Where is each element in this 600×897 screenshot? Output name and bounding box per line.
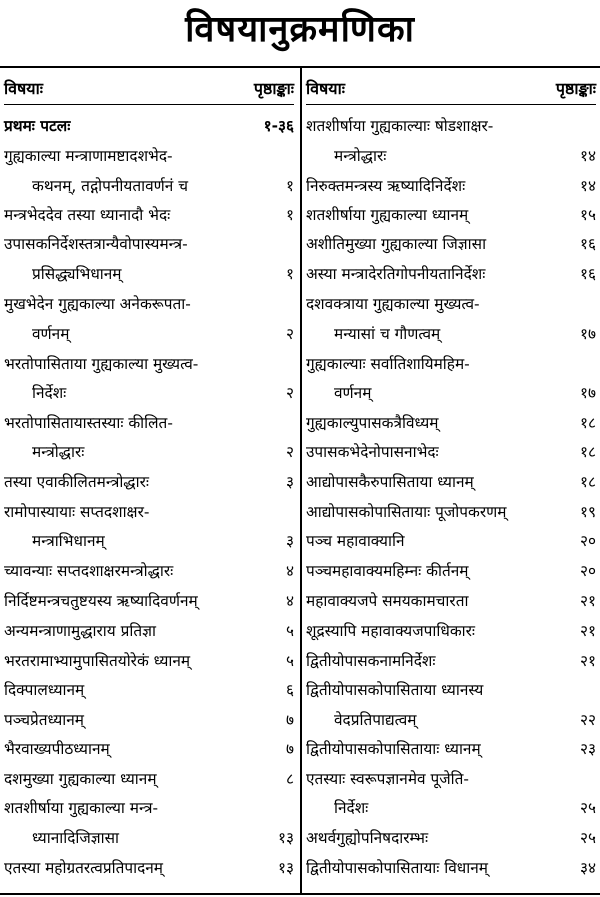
toc-entry <box>4 492 294 522</box>
toc-entry <box>306 818 596 848</box>
toc-entry-title: द्वितीयोपासकनामनिर्देशः <box>306 652 436 670</box>
toc-entry-page: ५ <box>285 622 294 640</box>
toc-entry-title: आद्योपासकोपासितायाः पूजोपकरणम् <box>306 503 507 521</box>
toc-entry <box>4 374 294 403</box>
toc-entry-title: भरतरामाभ्यामुपासितयोरेकं ध्यानम् <box>4 652 191 670</box>
toc-entry-title: वर्णनम् <box>334 384 372 402</box>
toc-entry <box>4 641 294 671</box>
toc-entry-page: ७ <box>285 740 294 758</box>
toc-entry <box>4 166 294 196</box>
toc-entry <box>306 551 596 581</box>
toc-entry <box>306 433 596 462</box>
toc-entry-page: १४ <box>579 177 596 195</box>
toc-entry <box>306 581 596 611</box>
toc-entry-title: द्वितीयोपासकोपासितायाः ध्यानम् <box>306 740 481 758</box>
toc-entry-title: उपासकनिर्देशस्तत्रान्यैवोपास्यमन्त्र- <box>4 235 188 253</box>
toc-entry <box>4 818 294 848</box>
column-header <box>306 72 596 105</box>
toc-entry <box>306 611 596 641</box>
toc-entry-page: १ <box>285 265 294 283</box>
page-header: पृष्ठाङ्काः <box>253 79 294 98</box>
toc-entry <box>306 374 596 403</box>
page-title: विषयानुक्रमणिका <box>185 8 415 50</box>
toc-entry-title: महावाक्यजपे समयकामचारता <box>306 592 469 610</box>
toc-entry-page: ४ <box>285 562 294 580</box>
toc-entry <box>4 136 294 166</box>
toc-entry-page: २१ <box>579 592 596 610</box>
toc-entry <box>306 522 596 551</box>
toc-entry-page: १८ <box>579 443 596 461</box>
toc-entry-title: गुह्यकाल्या मन्त्राणामष्टादशभेद- <box>4 147 173 165</box>
toc-entry-title: निर्देशः <box>32 384 67 402</box>
toc-entry-page: १८ <box>579 414 596 432</box>
toc-entry <box>306 196 596 225</box>
toc-entry-page: २१ <box>579 652 596 670</box>
toc-entry-title: मन्त्रभेददेव तस्या ध्यानादौ भेदः <box>4 206 171 224</box>
toc-entry-title: अशीतिमुख्या गुह्यकाल्या जिज्ञासा <box>306 235 487 253</box>
page-header: पृष्ठाङ्काः <box>555 79 596 98</box>
toc-entry <box>306 671 596 700</box>
toc-entry-page: ३ <box>285 473 294 491</box>
toc-entry <box>4 551 294 581</box>
toc-entry-page: ५ <box>285 652 294 670</box>
toc-column-left <box>4 72 294 878</box>
toc-entry-page: २५ <box>579 829 596 847</box>
toc-entry-page: २५ <box>579 799 596 817</box>
toc-entry-title: शतशीर्षाया गुह्यकाल्या ध्यानम् <box>306 206 469 224</box>
toc-entry-page: १ <box>285 177 294 195</box>
toc-entry-title: वर्णनम् <box>32 325 70 343</box>
toc-entry-page: ४ <box>285 592 294 610</box>
toc-entry <box>306 254 596 284</box>
toc-entry <box>4 759 294 789</box>
bottom-rule <box>0 893 600 895</box>
toc-entry-page: १-३६ <box>263 117 294 135</box>
toc-entry-page: २ <box>285 325 294 343</box>
toc-entry <box>4 522 294 551</box>
subject-header: विषयाः <box>4 79 43 98</box>
toc-entry <box>4 462 294 492</box>
toc-entry-page: २१ <box>579 622 596 640</box>
toc-entry-page: ८ <box>285 770 294 788</box>
toc-entry-page: १३ <box>277 859 294 877</box>
toc-entry-title: भरतोपासितायास्तस्याः कीलित- <box>4 414 173 432</box>
toc-entry-title: च्यावन्याः सप्तदशाक्षरमन्त्रोद्धारः <box>4 562 174 580</box>
toc-entry-page: ७ <box>285 711 294 729</box>
toc-entry-title: शतशीर्षाया गुह्यकाल्या मन्त्र- <box>4 799 159 817</box>
subject-header: विषयाः <box>306 79 345 98</box>
toc-entry-page: १४ <box>579 147 596 165</box>
toc-entry-page: १ <box>285 206 294 224</box>
toc-entry-page: १३ <box>277 829 294 847</box>
toc-entry <box>4 403 294 433</box>
toc-entry-page: १९ <box>579 503 596 521</box>
toc-entry <box>306 730 596 759</box>
toc-entry-title: गुह्यकाल्युपासकत्रैविध्यम् <box>306 414 439 432</box>
toc-entry-title: मन्यासां च गौणत्वम् <box>334 325 441 343</box>
toc-entry <box>306 848 596 878</box>
toc-entry <box>306 166 596 196</box>
toc-entry-title: एतस्याः स्वरूपज्ञानमेव पूजेति- <box>306 770 469 788</box>
toc-entry-page: १७ <box>579 325 596 343</box>
toc-entry <box>306 225 596 254</box>
toc-entry-page: १६ <box>579 265 596 283</box>
toc-entry-title: तस्या एवाकीलितमन्त्रोद्धारः <box>4 473 149 491</box>
toc-entry-title: उपासकभेदेनोपासनाभेदः <box>306 443 439 461</box>
toc-entry-title: भरतोपासिताया गुह्यकाल्या मुख्यत्व- <box>4 355 199 373</box>
toc-entry-title: आद्योपासकैरुपासिताया ध्यानम् <box>306 473 474 491</box>
toc-entry <box>4 344 294 374</box>
toc-entry-page: २ <box>285 384 294 402</box>
toc-entry-page: २० <box>579 562 596 580</box>
toc-entry-title: प्रथमः पटलः <box>4 117 71 135</box>
toc-entry-title: दशमुख्या गुह्यकाल्या ध्यानम् <box>4 770 157 788</box>
toc-entry-page: ३ <box>285 532 294 550</box>
toc-entry <box>306 284 596 314</box>
toc-entry-title: मन्त्रोद्धारः <box>334 147 387 165</box>
toc-entry <box>4 671 294 700</box>
toc-entry-page: १६ <box>579 235 596 253</box>
toc-entry-title: निर्दिष्टमन्त्रचतुष्टयस्य ऋष्यादिवर्णनम् <box>4 592 198 610</box>
toc-entry <box>306 641 596 671</box>
toc-list-right <box>306 105 596 878</box>
toc-entry-title: प्रसिद्ध्यभिधानम् <box>32 265 122 283</box>
toc-entry-title: पञ्चमहावाक्यमहिम्नः कीर्तनम् <box>306 562 469 580</box>
toc-entry <box>306 344 596 374</box>
toc-entry-title: निरुक्तमन्त्रस्य ऋष्यादिनिर्देशः <box>306 177 466 195</box>
column-divider <box>300 66 302 895</box>
toc-entry-title: पञ्चप्रेतध्यानम् <box>4 711 84 729</box>
toc-entry-title: एतस्या महोग्रतरत्वप्रतिपादनम् <box>4 859 163 877</box>
toc-entry-title: द्वितीयोपासकोपासिताया ध्यानस्य <box>306 681 484 699</box>
toc-entry <box>306 403 596 433</box>
toc-entry-title: वेदप्रतिपाद्यत्वम् <box>334 711 417 729</box>
toc-column-right <box>306 72 596 878</box>
toc-entry <box>4 433 294 462</box>
toc-entry-title: दिक्पालध्यानम् <box>4 681 85 699</box>
toc-entry <box>4 789 294 818</box>
toc-entry <box>306 789 596 818</box>
toc-entry-page: १७ <box>579 384 596 402</box>
toc-entry <box>306 700 596 730</box>
toc-entry-title: कथनम्, तद्गोपनीयतावर्णनं च <box>32 177 188 195</box>
toc-entry <box>4 730 294 759</box>
toc-entry-title: अन्यमन्त्राणामुद्धाराय प्रतिज्ञा <box>4 622 156 640</box>
toc-entry-title: ध्यानादिजिज्ञासा <box>32 829 120 847</box>
toc-entry-title: रामोपास्यायाः सप्तदशाक्षर- <box>4 503 150 521</box>
toc-entry-title: निर्देशः <box>334 799 369 817</box>
toc-entry-title: शूद्रस्यापि महावाक्यजपाधिकारः <box>306 622 476 640</box>
toc-entry <box>306 314 596 344</box>
toc-entry <box>4 848 294 878</box>
toc-entry <box>4 700 294 730</box>
toc-entry <box>4 284 294 314</box>
toc-entry <box>306 462 596 492</box>
toc-entry-title: अथर्वगुह्योपनिषदारम्भः <box>306 829 429 847</box>
column-header <box>4 72 294 105</box>
toc-entry <box>4 611 294 641</box>
toc-entry-page: २३ <box>579 740 596 758</box>
toc-entry-title: दशवक्त्राया गुह्यकाल्या मुख्यत्व- <box>306 295 480 313</box>
toc-entry <box>306 105 596 136</box>
toc-entry-page: २० <box>579 532 596 550</box>
toc-entry <box>4 196 294 225</box>
toc-entry-title: मन्त्राभिधानम् <box>32 532 105 550</box>
toc-entry-title: मन्त्रोद्धारः <box>32 443 85 461</box>
toc-entry <box>4 314 294 344</box>
toc-entry-title: अस्या मन्त्रादेरतिगोपनीयतानिर्देशः <box>306 265 486 283</box>
toc-entry <box>4 225 294 254</box>
toc-list-left <box>4 105 294 878</box>
toc-entry <box>306 759 596 789</box>
toc-entry-title: पञ्च महावाक्यानि <box>306 532 405 550</box>
toc-entry-title: शतशीर्षाया गुह्यकाल्याः षोडशाक्षर- <box>306 117 494 135</box>
toc-entry <box>306 136 596 166</box>
toc-entry <box>306 492 596 522</box>
toc-entry-title: भैरवाख्यपीठध्यानम् <box>4 740 110 758</box>
toc-entry-title: गुह्यकाल्याः सर्वातिशायिमहिम- <box>306 355 470 373</box>
toc-section-entry <box>4 105 294 136</box>
toc-entry-page: १५ <box>579 206 596 224</box>
toc-entry-page: ३४ <box>579 859 596 877</box>
toc-entry-title: द्वितीयोपासकोपासितायाः विधानम् <box>306 859 488 877</box>
toc-entry <box>4 581 294 611</box>
toc-entry-page: २ <box>285 443 294 461</box>
toc-entry-page: ६ <box>285 681 294 699</box>
toc-entry-page: २२ <box>579 711 596 729</box>
toc-entry-title: मुखभेदेन गुह्यकाल्या अनेकरूपता- <box>4 295 191 313</box>
toc-entry-page: १८ <box>579 473 596 491</box>
toc-entry <box>4 254 294 284</box>
